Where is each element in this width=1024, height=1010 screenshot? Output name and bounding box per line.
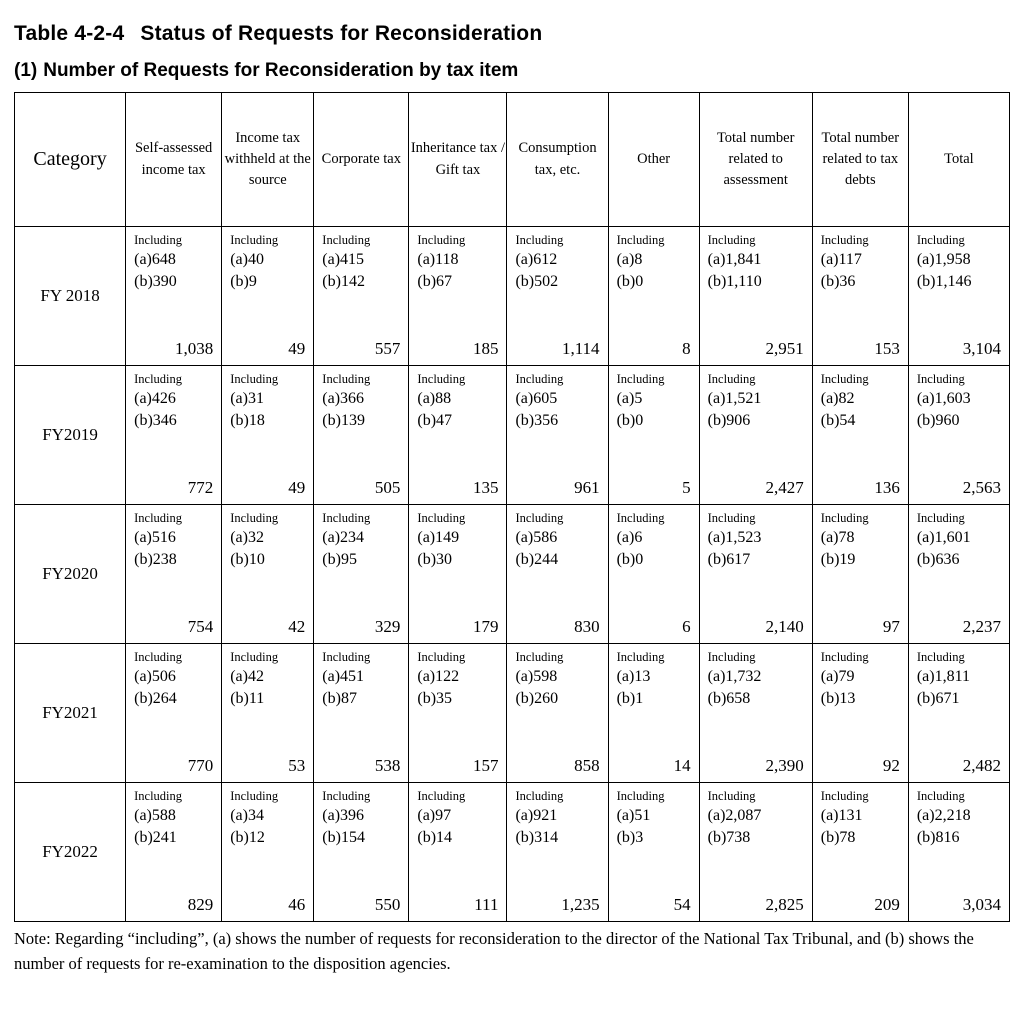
including-label: Including [707,650,756,664]
data-cell [699,366,812,505]
column-header-corporate-tax: Corporate tax [314,93,409,227]
value-a: (a)1,521 [707,389,762,407]
value-a: (a)97 [417,806,452,824]
value-a: (a)451 [322,667,365,685]
value-a: (a)117 [820,250,862,268]
cell-total: 2,825 [765,895,804,914]
including-label: Including [322,511,371,525]
value-b: (b)816 [916,828,960,846]
value-a: (a)426 [134,389,176,407]
value-b: (b)35 [417,689,453,707]
value-a: (a)1,841 [707,250,762,268]
value-a: (a)1,601 [916,528,971,546]
column-header-category: Category [15,93,126,227]
data-cell [409,227,507,366]
value-a: (a)131 [820,806,863,824]
data-cell [908,366,1009,505]
value-b: (b)3 [616,828,644,846]
value-b: (b)18 [230,411,265,429]
column-header-consumption-tax: Consumption tax, etc. [507,93,608,227]
including-label: Including [134,650,183,664]
column-header-self-assessed-income-tax: Self-assessed income tax [126,93,222,227]
cell-total: 153 [874,339,900,358]
data-cell [314,644,409,783]
including-label: Including [707,511,756,525]
value-b: (b)14 [417,828,453,846]
value-b: (b)960 [916,411,960,429]
value-a: (a)42 [230,667,264,685]
value-b: (b)356 [515,411,559,429]
table-number: Table 4-2-4 [14,22,125,45]
section-subtitle [14,60,1010,82]
cell-total: 54 [673,895,691,914]
cell-total: 8 [682,339,691,358]
cell-total: 3,104 [962,339,1001,358]
value-b: (b)0 [616,411,644,429]
cell-total: 42 [288,617,306,636]
cell-total: 550 [374,895,401,914]
value-a: (a)13 [616,667,651,685]
table-body [15,227,1010,922]
value-b: (b)87 [322,689,357,707]
value-b: (b)244 [515,550,559,568]
cell-total: 557 [374,339,401,358]
including-label: Including [515,789,564,803]
data-cell [126,227,222,366]
table-row [15,644,1010,783]
value-b: (b)346 [134,411,177,429]
value-b: (b)95 [322,550,357,568]
value-a: (a)396 [322,806,365,824]
data-cell [222,783,314,922]
value-b: (b)658 [707,689,751,707]
including-label: Including [230,511,279,525]
data-cell [908,783,1009,922]
table-row [15,783,1010,922]
value-b: (b)260 [515,689,559,707]
value-b: (b)12 [230,828,265,846]
data-cell [314,227,409,366]
cell-total: 538 [374,756,401,775]
including-label: Including [820,233,869,247]
cell-total: 829 [187,895,214,914]
including-label: Including [230,372,279,386]
value-b: (b)9 [230,272,257,290]
value-a: (a)31 [230,389,264,407]
data-cell [699,227,812,366]
data-cell [908,644,1009,783]
value-b: (b)636 [916,550,960,568]
value-a: (a)78 [820,528,855,546]
section-number: (1) [14,60,38,81]
column-header-total-assessment: Total number related to assessment [699,93,812,227]
data-cell [699,505,812,644]
value-a: (a)366 [322,389,365,407]
cell-total: 209 [874,895,900,914]
value-a: (a)118 [417,250,459,268]
cell-total: 111 [474,895,499,914]
including-label: Including [322,372,371,386]
including-label: Including [322,233,371,247]
value-b: (b)241 [134,828,177,846]
including-label: Including [707,789,756,803]
including-label: Including [916,789,965,803]
cell-total: 772 [187,478,214,497]
cell-total: 2,140 [765,617,804,636]
cell-total: 3,034 [962,895,1001,914]
data-cell [608,505,699,644]
value-a: (a)40 [230,250,264,268]
cell-total: 770 [187,756,214,775]
value-a: (a)34 [230,806,264,824]
value-a: (a)5 [616,389,643,407]
including-label: Including [417,789,466,803]
value-b: (b)264 [134,689,177,707]
cell-total: 6 [682,617,691,636]
including-label: Including [134,789,183,803]
data-cell [507,644,608,783]
value-b: (b)10 [230,550,265,568]
data-cell [126,644,222,783]
data-cell [608,366,699,505]
including-label: Including [417,511,466,525]
value-a: (a)88 [417,389,452,407]
column-header-other: Other [608,93,699,227]
value-a: (a)1,523 [707,528,762,546]
cell-total: 92 [882,756,900,775]
cell-total: 46 [288,895,306,914]
cell-total: 830 [574,617,600,636]
table-row [15,227,1010,366]
value-b: (b)906 [707,411,751,429]
data-cell [222,227,314,366]
row-label: FY2020 [15,505,126,644]
cell-total: 5 [682,478,691,497]
data-cell [222,505,314,644]
data-cell [908,227,1009,366]
value-a: (a)234 [322,528,365,546]
including-label: Including [820,789,869,803]
including-label: Including [134,233,183,247]
value-b: (b)238 [134,550,177,568]
value-a: (a)149 [417,528,460,546]
cell-total: 136 [874,478,900,497]
value-a: (a)2,087 [707,806,762,824]
column-header-inheritance-gift-tax: Inheritance tax / Gift tax [409,93,507,227]
data-cell [314,366,409,505]
value-b: (b)36 [820,272,856,290]
column-header-total: Total [908,93,1009,227]
data-cell [409,505,507,644]
value-a: (a)586 [515,528,558,546]
row-label: FY2021 [15,644,126,783]
data-cell [409,783,507,922]
value-b: (b)0 [616,272,644,290]
cell-total: 858 [574,756,600,775]
data-cell [699,783,812,922]
data-cell [222,366,314,505]
value-b: (b)738 [707,828,751,846]
including-label: Including [616,372,665,386]
value-b: (b)47 [417,411,453,429]
including-label: Including [820,511,869,525]
cell-total: 2,390 [765,756,804,775]
data-cell [126,783,222,922]
value-a: (a)415 [322,250,365,268]
value-a: (a)8 [616,250,643,268]
row-label: FY2022 [15,783,126,922]
including-label: Including [707,233,756,247]
including-label: Including [616,511,665,525]
including-label: Including [916,511,965,525]
cell-total: 2,427 [765,478,804,497]
value-a: (a)506 [134,667,176,685]
data-cell [409,644,507,783]
value-b: (b)142 [322,272,365,290]
value-b: (b)78 [820,828,856,846]
including-label: Including [230,650,279,664]
column-header-total-tax-debts: Total number related to tax debts [812,93,908,227]
value-b: (b)54 [820,411,856,429]
data-cell [314,505,409,644]
table-title-text: Status of Requests for Reconsideration [140,22,543,45]
value-a: (a)122 [417,667,460,685]
including-label: Including [616,789,665,803]
including-label: Including [916,650,965,664]
value-b: (b)13 [820,689,856,707]
data-cell [608,227,699,366]
row-label: FY 2018 [15,227,126,366]
cell-total: 754 [187,617,214,636]
data-cell [812,644,908,783]
table-note: Note: Regarding “including”, (a) shows the number of requests for reconsideration to the director of the National Tax Tribunal, and (b) shows the number of requests for re-examination to the disposition agencies. [14,929,974,973]
value-b: (b)671 [916,689,960,707]
data-cell [507,227,608,366]
data-cell [608,783,699,922]
value-b: (b)154 [322,828,365,846]
data-cell [699,644,812,783]
value-b: (b)502 [515,272,559,290]
including-label: Including [322,650,371,664]
cell-total: 2,482 [962,756,1001,775]
cell-total: 505 [374,478,401,497]
cell-total: 961 [574,478,600,497]
data-cell [126,366,222,505]
row-label: FY2019 [15,366,126,505]
reconsideration-requests-table [14,92,1010,922]
cell-total: 135 [472,478,499,497]
cell-total: 2,237 [962,617,1001,636]
data-cell [812,227,908,366]
data-cell [126,505,222,644]
value-a: (a)1,958 [916,250,971,268]
data-cell [409,366,507,505]
including-label: Including [916,372,965,386]
value-a: (a)612 [515,250,558,268]
cell-total: 2,563 [962,478,1001,497]
value-b: (b)30 [417,550,453,568]
value-a: (a)6 [616,528,643,546]
value-a: (a)648 [134,250,176,268]
value-b: (b)1 [616,689,644,707]
value-b: (b)1,110 [707,272,762,290]
data-cell [608,644,699,783]
data-cell [812,783,908,922]
value-a: (a)588 [134,806,176,824]
including-label: Including [417,233,466,247]
including-label: Including [230,789,279,803]
cell-total: 53 [288,756,306,775]
including-label: Including [916,233,965,247]
including-label: Including [820,372,869,386]
column-header-income-tax-withheld: Income tax withheld at the source [222,93,314,227]
value-a: (a)921 [515,806,558,824]
table-row [15,505,1010,644]
value-b: (b)617 [707,550,751,568]
including-label: Including [515,372,564,386]
value-b: (b)19 [820,550,856,568]
cell-total: 49 [288,478,306,497]
cell-total: 1,038 [174,339,214,358]
including-label: Including [820,650,869,664]
value-a: (a)605 [515,389,558,407]
table-header [15,93,1010,227]
table-row [15,366,1010,505]
data-cell [812,505,908,644]
including-label: Including [134,372,183,386]
including-label: Including [616,650,665,664]
including-label: Including [707,372,756,386]
page-title [14,22,1010,46]
value-b: (b)139 [322,411,365,429]
value-b: (b)0 [616,550,644,568]
value-b: (b)1,146 [916,272,972,290]
including-label: Including [616,233,665,247]
cell-total: 2,951 [765,339,804,358]
cell-total: 185 [472,339,499,358]
including-label: Including [322,789,371,803]
including-label: Including [515,233,564,247]
cell-total: 179 [472,617,499,636]
including-label: Including [134,511,183,525]
data-cell [507,783,608,922]
header-row [15,93,1010,227]
value-a: (a)1,732 [707,667,762,685]
data-cell [908,505,1009,644]
cell-total: 14 [673,756,691,775]
including-label: Including [515,511,564,525]
data-cell [314,783,409,922]
value-a: (a)82 [820,389,855,407]
value-a: (a)51 [616,806,651,824]
data-cell [222,644,314,783]
including-label: Including [230,233,279,247]
value-b: (b)390 [134,272,177,290]
value-b: (b)67 [417,272,453,290]
section-title-text: Number of Requests for Reconsideration by tax item [43,60,519,81]
data-cell [812,366,908,505]
value-a: (a)1,603 [916,389,971,407]
value-a: (a)598 [515,667,558,685]
including-label: Including [515,650,564,664]
value-b: (b)11 [230,689,265,707]
cell-total: 329 [374,617,401,636]
value-b: (b)314 [515,828,559,846]
including-label: Including [417,650,466,664]
data-cell [507,505,608,644]
cell-total: 157 [472,756,499,775]
value-a: (a)516 [134,528,176,546]
value-a: (a)32 [230,528,264,546]
value-a: (a)2,218 [916,806,971,824]
cell-total: 49 [288,339,306,358]
value-a: (a)79 [820,667,855,685]
including-label: Including [417,372,466,386]
data-cell [507,366,608,505]
cell-total: 1,114 [561,339,600,358]
value-a: (a)1,811 [916,667,971,685]
cell-total: 1,235 [561,895,600,914]
cell-total: 97 [882,617,900,636]
